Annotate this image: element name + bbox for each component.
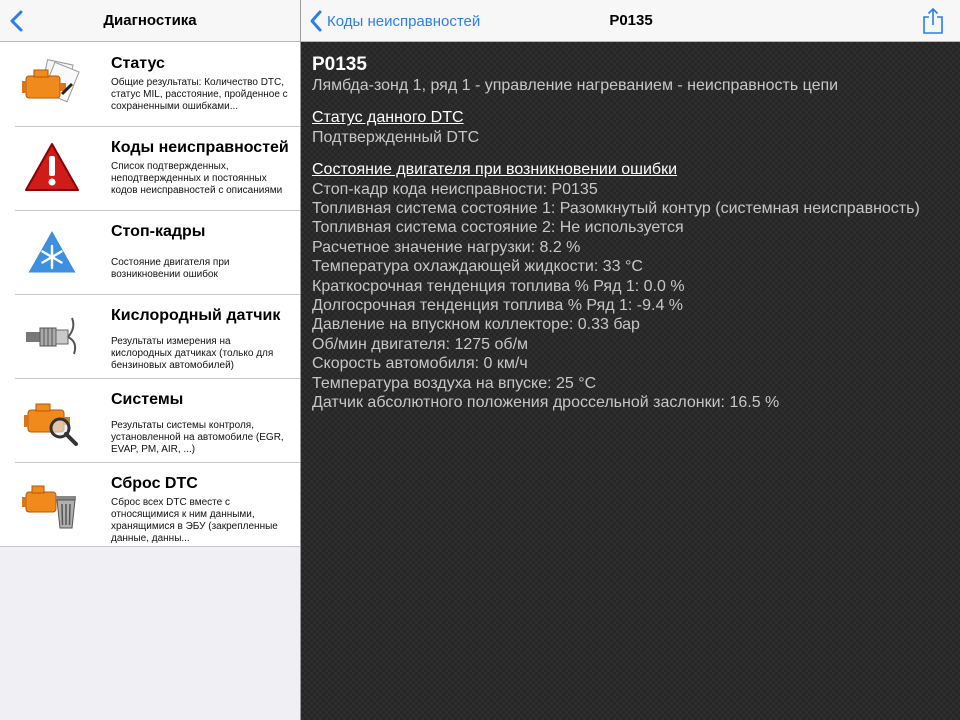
menu-item-systems[interactable] — [0, 378, 300, 462]
engine-state-line: Топливная система состояние 2: Не используется — [312, 219, 684, 237]
oxygen-sensor-icon — [22, 308, 82, 364]
menu-item-description: Сброс всех DTC вместе с относящимися к ним данными, хранящимися в ЭБУ (закрепленные данные, данны... — [111, 497, 278, 544]
engine-state-line: Краткосрочная тенденция топлива % Ряд 1: 0.0 % — [312, 277, 685, 295]
menu-item-title: Стоп-кадры — [111, 223, 206, 240]
back-button-label: Коды неисправностей — [327, 12, 481, 30]
dtc-code: P0135 — [312, 54, 367, 75]
engine-state-line: Расчетное значение нагрузки: 8.2 % — [312, 238, 581, 256]
menu-item-description: Список подтвержденных, неподтвержденных и постоянных кодов неисправностей с описаниями — [111, 161, 283, 196]
menu-item-title: Сброс DTC — [111, 475, 198, 492]
engine-state-line: Температура охлаждающей жидкости: 33 °C — [312, 258, 643, 276]
snowflake-triangle-icon — [22, 224, 82, 280]
engine-magnifier-icon — [22, 392, 82, 448]
menu-item-title: Статус — [111, 55, 165, 72]
engine-papers-icon — [22, 56, 82, 112]
menu-item-trouble-codes[interactable] — [0, 126, 300, 210]
back-chevron-icon — [309, 6, 323, 36]
menu-item-description: Результаты системы контроля, установленной на автомобиле (EGR, EVAP, PM, AIR, ...) — [111, 420, 284, 455]
engine-state-line: Об/мин двигателя: 1275 об/м — [312, 335, 529, 353]
engine-trash-icon — [22, 476, 82, 532]
dtc-detail-content — [312, 54, 942, 413]
engine-state-line: Долгосрочная тенденция топлива % Ряд 1: -9.4 % — [312, 297, 684, 315]
engine-state-line: Скорость автомобиля: 0 км/ч — [312, 355, 528, 373]
menu-item-title: Системы — [111, 391, 184, 408]
menu-item-freeze-frames[interactable] — [0, 210, 300, 294]
menu-item-description: Состояние двигателя при возникновении ошибок — [111, 257, 230, 280]
diagnostics-panel — [0, 0, 300, 720]
engine-state-heading: Состояние двигателя при возникновении ошибки — [312, 161, 678, 179]
menu-item-title: Кислородный датчик — [111, 307, 281, 324]
engine-state-line: Температура воздуха на впуске: 25 °C — [312, 374, 597, 392]
diagnostics-menu — [0, 42, 300, 547]
menu-item-title: Коды неисправностей — [111, 139, 289, 156]
share-icon[interactable] — [920, 6, 946, 36]
engine-state-line: Датчик абсолютного положения дроссельной заслонки: 16.5 % — [312, 394, 780, 412]
left-navigation-bar — [0, 0, 300, 42]
right-navigation-bar — [301, 0, 960, 42]
menu-item-description: Результаты измерения на кислородных датчиках (только для бензиновых автомобилей) — [111, 336, 274, 371]
dtc-description: Лямбда-зонд 1, ряд 1 - управление нагреванием - неисправность цепи — [312, 77, 839, 94]
engine-state-line: Давление на впускном коллекторе: 0.33 бар — [312, 316, 640, 334]
menu-item-oxygen-sensor[interactable] — [0, 294, 300, 378]
left-nav-title: Диагностика — [103, 12, 197, 29]
dtc-status-heading: Статус данного DTC — [312, 109, 464, 127]
back-to-trouble-codes-button[interactable] — [309, 6, 480, 36]
menu-item-description: Общие результаты: Количество DTC, статус MIL, расстояние, пройденное с сохраненными ошибками... — [111, 77, 288, 112]
engine-state-line: Стоп-кадр кода неисправности: P0135 — [312, 180, 598, 198]
dtc-status-value: Подтвержденный DTC — [312, 128, 480, 146]
menu-item-reset-dtc[interactable] — [0, 462, 300, 546]
dtc-detail-panel — [301, 0, 960, 720]
right-nav-title: P0135 — [609, 12, 653, 29]
engine-state-line: Топливная система состояние 1: Разомкнутый контур (системная неисправность) — [312, 200, 920, 218]
warning-triangle-icon — [22, 140, 82, 196]
menu-item-status[interactable] — [0, 42, 300, 126]
